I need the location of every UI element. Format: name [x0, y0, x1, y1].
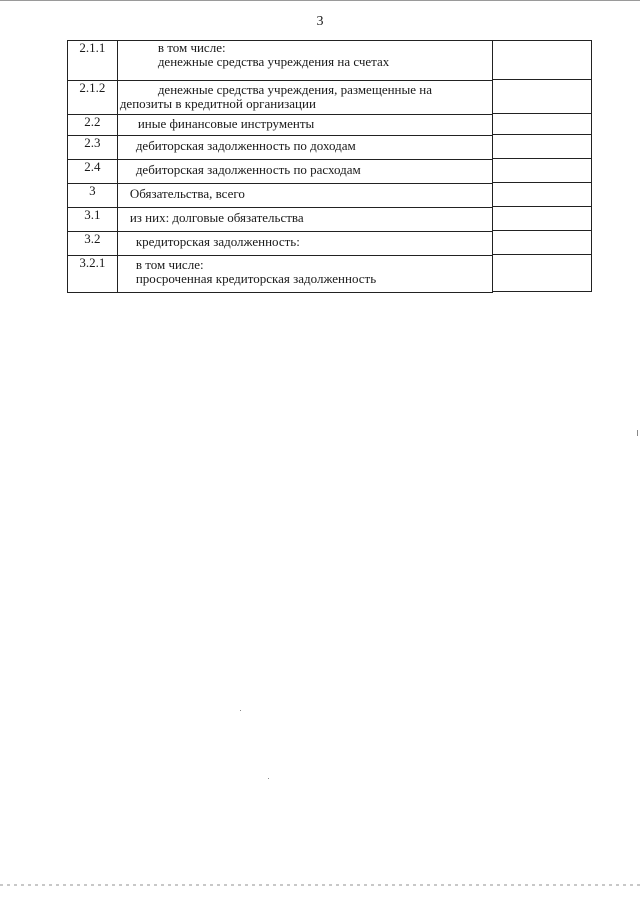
row-number: 2.1.1	[68, 41, 118, 81]
row-description	[117, 232, 492, 256]
row-description-line: из них: долговые обязательства	[129, 210, 304, 225]
row-description	[117, 115, 492, 136]
row-number: 2.4	[68, 160, 118, 184]
table-row	[68, 41, 493, 81]
row-description-line: денежные средства учреждения, размещенные на	[157, 82, 432, 97]
row-description	[117, 208, 492, 232]
row-number: 2.1.2	[68, 81, 118, 115]
page-number: 3	[316, 14, 324, 29]
row-description-line: в том числе:	[135, 257, 204, 272]
row-description-line: дебиторская задолженность по доходам	[135, 138, 356, 153]
row-description-line: в том числе:	[157, 40, 226, 55]
row-number: 3.1	[68, 208, 118, 232]
table-row	[68, 160, 493, 184]
scan-speck	[637, 430, 638, 436]
row-number: 3.2.1	[68, 256, 118, 293]
table-row	[68, 115, 493, 136]
value-cell	[493, 231, 591, 255]
table-row	[68, 232, 493, 256]
page-top-edge	[0, 0, 640, 1]
value-cell	[493, 40, 591, 80]
table-row	[68, 136, 493, 160]
value-cell	[493, 207, 591, 231]
scan-speck	[268, 778, 269, 779]
value-cell	[493, 255, 591, 292]
row-description	[117, 160, 492, 184]
table-row	[68, 208, 493, 232]
row-description	[117, 81, 492, 115]
row-description	[117, 184, 492, 208]
value-cell	[493, 159, 591, 183]
row-description-line: денежные средства учреждения на счетах	[157, 54, 390, 69]
row-number: 2.2	[68, 115, 118, 136]
row-description	[117, 136, 492, 160]
row-description-line: Обязательства, всего	[129, 186, 245, 201]
scan-noise-line	[0, 884, 640, 886]
scan-speck	[240, 710, 241, 711]
row-description-line: дебиторская задолженность по расходам	[135, 162, 361, 177]
indicators-table	[67, 40, 493, 293]
table-row	[68, 256, 493, 293]
row-description	[117, 256, 492, 293]
table-row	[68, 184, 493, 208]
value-column	[493, 40, 592, 292]
value-cell	[493, 80, 591, 114]
table-row	[68, 81, 493, 115]
row-number: 3.2	[68, 232, 118, 256]
row-description	[117, 41, 492, 81]
row-description-line: кредиторская задолженность:	[135, 234, 300, 249]
value-cell	[493, 183, 591, 207]
row-description-line: просроченная кредиторская задолженность	[135, 271, 377, 286]
row-description-line: иные финансовые инструменты	[137, 116, 315, 131]
value-cell	[493, 114, 591, 135]
row-number: 2.3	[68, 136, 118, 160]
row-number: 3	[68, 184, 118, 208]
row-description-line: депозиты в кредитной организации	[119, 96, 316, 111]
value-cell	[493, 135, 591, 159]
